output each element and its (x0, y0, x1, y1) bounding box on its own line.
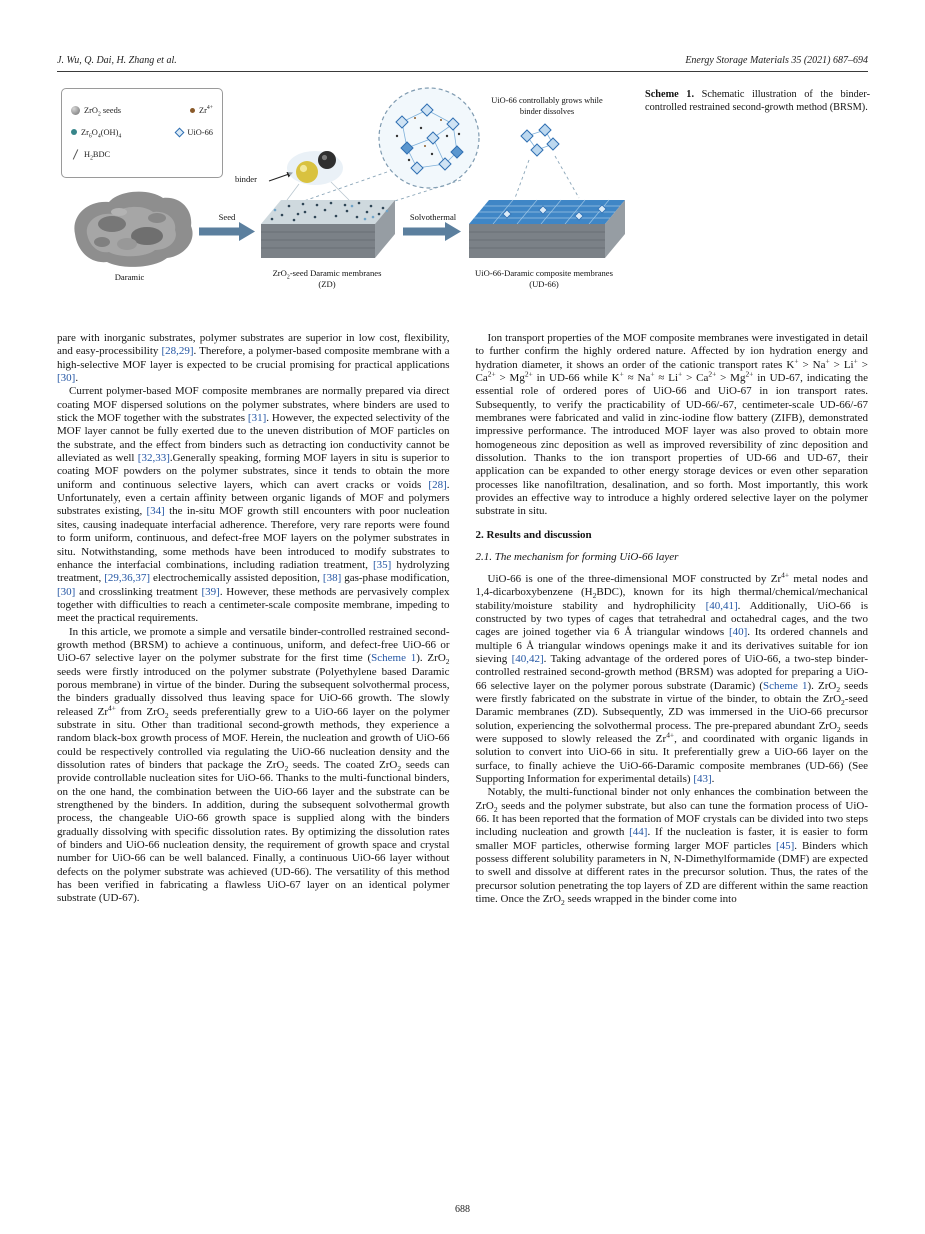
header-rule (57, 71, 868, 72)
scheme-legend (61, 88, 223, 178)
uio66-crystal-icon (515, 124, 579, 198)
paragraph: Current polymer-based MOF composite membranes are normally prepared via direct coating MOF dispersed solutions on the polymer substrates, where binders are used to stick the MOF together with the substrates [31]. However, the expected selectivity of the MOF layer cannot be fully exerted due to the uneven distribution of MOF particles on the substrate, and the effect from binders such as detracting ion conductivity cannot be alleviated as well [32,33].Generally speaking, forming MOF layers in situ is superior to coating MOF powders on the polymer substrates, since it tends to obtain the more uniform and continuous selective layers, which can avert cracks or voids [28]. Unfortunately, even a certain affinity between organic ligands of MOF and polymers substrates existing, [34] the in-situ MOF growth still encounters with poor nucleation sites, causing inadequate interfacial adherence. Therefore, very rare reports were found to form uniform, continuous, and defect-free MOF layers on the polymer substrates in situ. Notwithstanding, some methods have been introduced to modify substrates to enhance the interfacial combinations, including radiation treatment, [35] hydrolyzing treatment, [29,36,37] electrochemically assisted deposition, [38] gas-phase modification, [30] and crosslinking treatment [39]. However, these methods are pervasively complex together with difficulties to reach a centimeter-scale composite membrane, impeding to meet the practical requirements. (57, 385, 450, 625)
citation-link[interactable]: [45] (775, 839, 795, 852)
citation-link[interactable]: [34] (146, 505, 165, 518)
ud66-label (452, 268, 636, 289)
binder-seed-spheres (287, 151, 349, 200)
daramic-label: Daramic (114, 272, 145, 282)
binder-label: binder (235, 174, 257, 184)
legend-row (71, 149, 213, 160)
citation-link[interactable]: [38] (322, 572, 342, 585)
paragraph: In this article, we promote a simple and versatile binder-controlled restrained second-growth method (BRSM) to achieve a continuous, uniform, and defect-free UiO-66 or UiO-67 selective layer on the polymer substrate for the first time (Scheme 1). ZrO$_2$ seeds were firstly introduced on the polymer substrate (Polyethylene based Daramic porous membrane) in virtue of the binder. During the subsequent solvothermal process, the binders gradually dissolved thus leaving space for UiO-66 growth. The slowly released $Zr^{4+}$ from ZrO$_2$ seeds preferentially grew to a UiO-66 layer on the polymer substrate in situ. Other than traditional second-growth methods, they experience a random black-box growth process of MOF. Herein, the nucleation and growth of UiO-66 could be respectively controlled via regulating the UiO-66 nucleation density and the dissolution rates of binders that package the ZrO$_2$ seeds. The coated ZrO$_2$ seeds can provide controllable nucleation sites for UiO-66. Thanks to the multi-functional binders, on the one hand, the combination between the UiO-66 layer and the substrate can be strengthened by the binders. In addition, during the subsequent solvothermal growth process, the changeable UiO-66 growth space is supplied along with the binders gradually dissolving with specific dissolution rates. By optimizing the dissolution rates of binders and UiO-66 nucleation density, the requirement of growth space and crystal number for UiO-66 can be well balanced. Finally, a continuous UiO-66 layer without defects on the polymer substrate was achieved (UD-66). The versatility of this method has been verified in fabricating a flawless UiO-67 layer on an identical polymer substrate (UD-67). (57, 625, 450, 905)
legend-item-zr-ion (190, 106, 213, 115)
citation-link[interactable]: [30] (57, 372, 76, 385)
citation-link[interactable]: [40,42] (511, 652, 544, 665)
citation-link[interactable]: [28] (428, 478, 447, 491)
paragraph: Ion transport properties of the MOF composite membranes were investigated in detail to further confirm the highly ordered nature. Affected by ion hydration energy and hydration diameter, it shows an order of the cationic transport rates $K^+ > Na^+ > Li^+ > Ca^{2+} > Mg^{2+}$ in UD-66 while $K^+ \approx Na^+ \approx Li^+ > Ca^{2+} > Mg^{2+}$ in UD-67, indicating the essential role of ordered pores of UiO-66 and UiO-67 in ion transport rates. Subsequently, to verify the practicability of UD-66/-67, centimeter-scale UD-66/-67 membranes were fabricated and valid in zinc-iodine flow battery (ZIFB), demonstrated impressive performance. The introduced MOF layer was also proved to obtain more homogeneous zinc deposition as well as improved reversibility of zinc deposition and dissolution. Thanks to the ion transport properties of UD-66 and UD-67, their application can be expanded to other energy storage devices or even other separation processes like nanofiltration, desalination, and so forth. Most importantly, this work provides an effective way to introduce a highly ordered selective layer on the polymer substrate in situ. (475, 332, 868, 518)
solvothermal-arrow (403, 222, 461, 241)
legend-label-uio66: UiO-66 (187, 127, 213, 137)
paragraph: pare with inorganic substrates, polymer substrates are superior in low cost, flexibility, and easy-processibility [28,29]. Therefore, a polymer-based composite membrane with a high-selective MOF layer is expected to be crucial promising for practical applications [30]. (57, 332, 450, 385)
ud66-membrane-illustration (469, 200, 625, 258)
page-header (57, 55, 868, 66)
citation-link[interactable]: [29,36,37] (104, 572, 151, 585)
zro2-seed-icon (71, 106, 80, 115)
legend-label-zr-cluster: $Zr_6O_4(OH)_4$ (81, 127, 122, 140)
zoom-circle (301, 88, 479, 206)
ud66-label-line1: UiO-66-Daramic composite membranes (475, 268, 613, 278)
citation-link[interactable]: [31] (247, 412, 267, 425)
citation-link[interactable]: [40] (728, 626, 748, 639)
citation-link[interactable]: [35] (373, 558, 392, 571)
zd-label-line2: (ZD) (318, 278, 336, 289)
seed-arrow-label: Seed (218, 212, 236, 222)
paragraph: UiO-66 is one of the three-dimensional MOF constructed by $Zr^{4+}$ metal nodes and 1,4-dicarboxybenzene $(H_2BDC)$, known for its high thermal/chemical/mechanical stability/moisture stability and hydrophilicity [40,41]. Additionally, UiO-66 is constructed by two types of cages that tetrahedral and octahedral cages, and the two cages are joined together via 6 Å triangular windows [40]. Its ordered channels and multiple 6 Å triangular windows openings make it and its derivatives suitable for ion sieving [40,42]. Taking advantage of the ordered pores of UiO-66, a two-step binder-controlled restrained second-growth method (BRSM) was adopted for preparing a UiO-66 selective layer on the polymer porous substrate (Daramic) (Scheme 1). ZrO$_2$ seeds were firstly fabricated on the substrate in virtue of the binder, to obtain the ZrO$_2$-seed Daramic membranes (ZD). Subsequently, ZD was immersed in the UiO-66 precursor solution, experiencing the solvothermal process. The pre-prepared abundant ZrO$_2$ seeds were supposed to slowly released the $Zr^{4+}$, and coordinated with organic ligands in solution to convert into UiO-66 in situ. It preferentially grew a UiO-66 layer on the surface, to finally achieve the UiO-66-Daramic composite membranes (UD-66) (See Supporting Information for experimental details) [43]. (475, 570, 869, 785)
body-columns (57, 332, 868, 906)
seed-arrow (199, 222, 255, 241)
growth-note: UiO-66 controllably grows while binder dissolves (491, 96, 603, 116)
legend-row (71, 104, 213, 118)
h2bdc-ligand-icon (71, 149, 80, 160)
zd-label (249, 268, 405, 289)
zd-membrane-illustration (261, 200, 395, 258)
citation-link[interactable]: [30] (57, 585, 76, 598)
zr-ion-icon (190, 108, 195, 113)
zr-cluster-icon (71, 129, 77, 135)
running-authors: J. Wu, Q. Dai, H. Zhang et al. (57, 55, 177, 66)
legend-row (71, 127, 213, 140)
subsection-heading: 2.1. The mechanism for forming UiO-66 layer (475, 550, 679, 563)
right-column (476, 332, 869, 906)
citation-link[interactable]: Scheme 1 (763, 679, 808, 692)
left-column (57, 332, 450, 906)
legend-label-zr-ion: $Zr^{4+}$ (199, 104, 213, 115)
daramic-membrane-illustration (74, 192, 192, 267)
legend-item-h2bdc (71, 149, 110, 160)
scheme-1-figure (57, 84, 637, 328)
uio66-crystal-legend-icon (175, 127, 185, 137)
citation-link[interactable]: [44] (629, 826, 648, 839)
paragraph: Notably, the multi-functional binder not only enhances the combination between the ZrO$_2$ seeds and the polymer substrate, but also can tune the formation process of UiO-66. It has been reported that the formation of MOF crystals can be divided into two steps including nucleation and growth [44]. If the nucleation is faster, it is easier to form smaller MOF particles, otherwise forming larger MOF particles [45]. Binders which possess different solubility parameters in N, N-Dimethylformamide (DMF) are expected to swell and dissolve at different rates in the precursor solution. Thus, the rates of the precursor solution penetrating the top layers of ZD are different within the same reaction time. Once the ZrO$_2$ seeds wrapped in the binder come into (475, 786, 868, 908)
citation-link[interactable]: [28,29] (161, 345, 194, 358)
journal-reference: Energy Storage Materials 35 (2021) 687–694 (685, 55, 868, 66)
solvothermal-arrow-label: Solvothermal (409, 212, 457, 222)
section-heading: 2. Results and discussion (475, 528, 592, 541)
zd-label-line1: ZrO$_2$-seed Daramic membranes (272, 268, 382, 281)
legend-label-zro2-seeds: ZrO$_2$ seeds (84, 105, 122, 118)
legend-label-h2bdc: $H_2BDC$ (84, 150, 111, 162)
citation-link[interactable]: [32,33] (137, 452, 170, 465)
citation-link[interactable]: [39] (201, 585, 220, 598)
scheme-1-caption: Scheme 1. Schematic illustration of the binder-controlled restrained second-growth method (BRSM). (645, 89, 870, 114)
legend-item-zro2-seeds (71, 105, 122, 118)
legend-item-zr-cluster (71, 127, 122, 140)
page-number: 688 (455, 1204, 470, 1215)
citation-link[interactable]: [43] (693, 772, 712, 785)
ud66-label-line2: (UD-66) (529, 278, 559, 289)
citation-link[interactable]: Scheme 1 (371, 652, 417, 665)
citation-link[interactable]: [40,41] (705, 599, 738, 612)
legend-item-uio66 (176, 128, 213, 137)
